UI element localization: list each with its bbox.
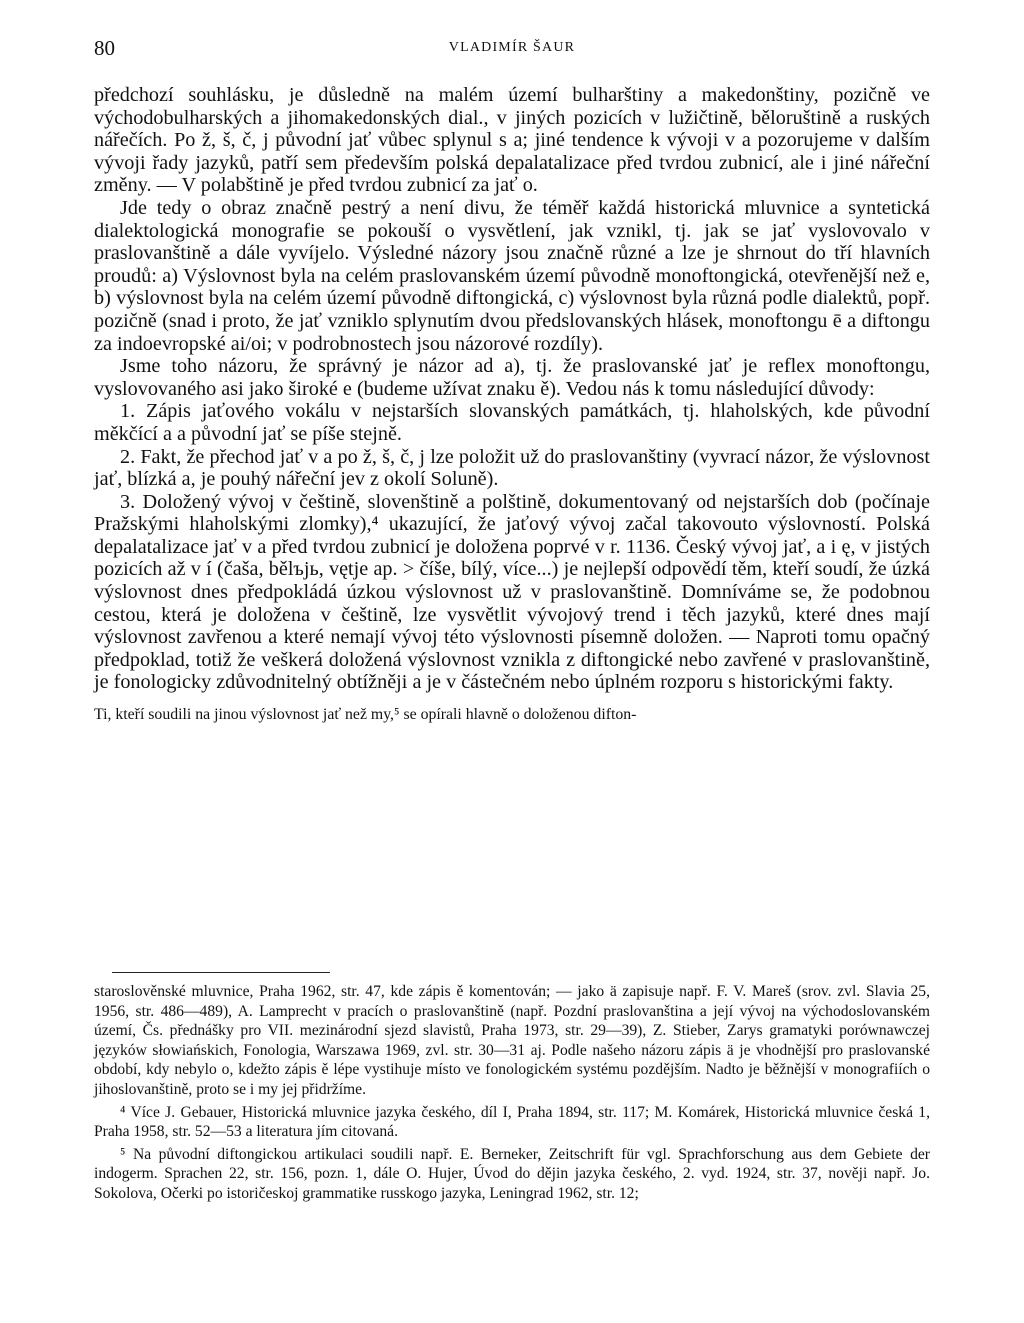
paragraph: 3. Doložený vývoj v češtině, slovenštině a polštině, dokumentovaný od nejstarších dob (počínaje Pražskými hlaholskými zlomky),⁴ ukazující, že jaťový vývoj začal takovouto výslovností. Polská depalatalizace jať v a před tvrdou zubnicí je doložena poprvé v r. 1136. Český vývoj jať, a i ę, v jistých pozicích až v í (čaša, bělъjь, vętje ap. > číše, bílý, více...) je nejlepší odpovědí těm, kteří soudí, že úzká výslovnost dnes předpokládá úzkou výslovnost už v praslovanštině. Domníváme se, že podobnou cestou, která je doložena v češtině, lze vysvětlit vývojový trend i těch jazyků, které dnes mají výslovnost zavřenou a které nemají vývoj této výslovnosti písemně doložen. — Naproti tomu opačný předpoklad, totiž že veškerá doložená výslovnost vznikla z diftongické nebo zavřené v praslovanštině, je fonologicky zdůvodnitelný obtížněji a je v částečném nebo úplném rozporu s historickými fakty. [94,490,930,694]
footnote-rule [112,972,330,973]
main-text [94,84,930,726]
paragraph: Jde tedy o obraz značně pestrý a není divu, že téměř každá historická mluvnice a syntetická dialektologická monografie se pokouší o vysvětlení, jak vznikl, tj. jak se jať vyslovovalo v praslovanštině a dále vyvíjelo. Výsledné názory jsou značně různé a lze je shrnout do tří hlavních proudů: a) Výslovnost byla na celém praslovanském území původně monoftongická, otevřenější než e, b) výslovnost byla na celém území původně diftongická, c) výslovnost byla různá podle dialektů, popř. pozičně (snad i proto, že jať vzniklo splynutím dvou předslovanských hlásek, monoftongu ē a diftongu za indoevropské ai/oi; v podrobnostech jsou názorové rozdíly). [94,196,930,355]
small-paragraph: Ti, kteří soudili na jinou výslovnost jať než my,⁵ se opírali hlavně o doloženou difton- [94,706,637,724]
paragraph: 2. Fakt, že přechod jať v a po ž, š, č, j lze položit už do praslovanštiny (vyvrací názor, že výslovnost jať, blízká a, je pouhý nářeční jev z okolí Soluně). [94,445,930,491]
footnote: ⁵ Na původní diftongickou artikulaci soudili např. E. Berneker, Zeitschrift für vgl. Sprachforschung aus dem Gebiete der indogerm. Sprachen 22, str. 156, pozn. 1, dále O. Hujer, Úvod do dějin jazyka českého, 2. vyd. 1924, str. 37, nověji např. Jo. Sokolova, Očerki po istoričeskoj grammatike russkogo jazyka, Leningrad 1962, str. 12; [94,1145,930,1202]
page-number: 80 [94,36,115,60]
footnotes [94,982,930,1207]
footnote: staroslověnské mluvnice, Praha 1962, str. 47, kde zápis ě komentován; — jako ä zapisuje např. F. V. Mareš (srov. zvl. Slavia 25, 1956, str. 486—489), A. Lamprecht v pracích o praslovanštině (např. Pozdní praslovanština a její vývoj na východoslovanském území, Čs. přednášky pro VII. mezinárodní sjezd slavistů, Praha 1973, str. 29—39), Z. Stieber, Zarys gramatyki porównawczej języków słowiańskich, Fonologia, Warszawa 1969, zvl. str. 30—31 aj. Podle našeho názoru zápis ä je vhodnější pro praslovanské období, kdy nebylo o, kdežto zápis ě lépe vystihuje místo ve fonologickém systému pozdějším. Nadto je běžnější v monografiích o jihoslovanštině, proto se i my jej přidržíme. [94,983,930,1098]
footnote: ⁴ Více J. Gebauer, Historická mluvnice jazyka českého, díl I, Praha 1894, str. 117; M. Komárek, Historická mluvnice česká 1, Praha 1958, str. 52—53 a literatura jím citovaná. [94,1103,930,1141]
paragraph: předchozí souhlásku, je důsledně na malém území bulharštiny a makedonštiny, pozičně ve východobulharských a jihomakedonských dial., v jiných pozicích v lužičtině, běloruštině a ruských nářečích. Po ž, š, č, j původní jať vůbec splynul s a; jiné tendence k vývoji v a pozorujeme v dalším vývoji řady jazyků, patří sem především polská depalatalizace před tvrdou zubnicí, ale i jiné nářeční změny. — V polabštině je před tvrdou zubnicí za jať o. [94,84,930,197]
paragraph: 1. Zápis jaťového vokálu v nejstarších slovanských památkách, tj. hlaholských, kde původní měkčící a a původní jať se píše stejně. [94,400,930,445]
paragraph: Jsme toho názoru, že správný je názor ad a), tj. že praslovanské jať je reflex monoftongu, vyslovovaného asi jako široké e (budeme užívat znaku ě). Vedou nás k tomu následující důvody: [94,355,930,400]
page-header [94,36,930,64]
running-head: VLADIMÍR ŠAUR [448,40,576,55]
